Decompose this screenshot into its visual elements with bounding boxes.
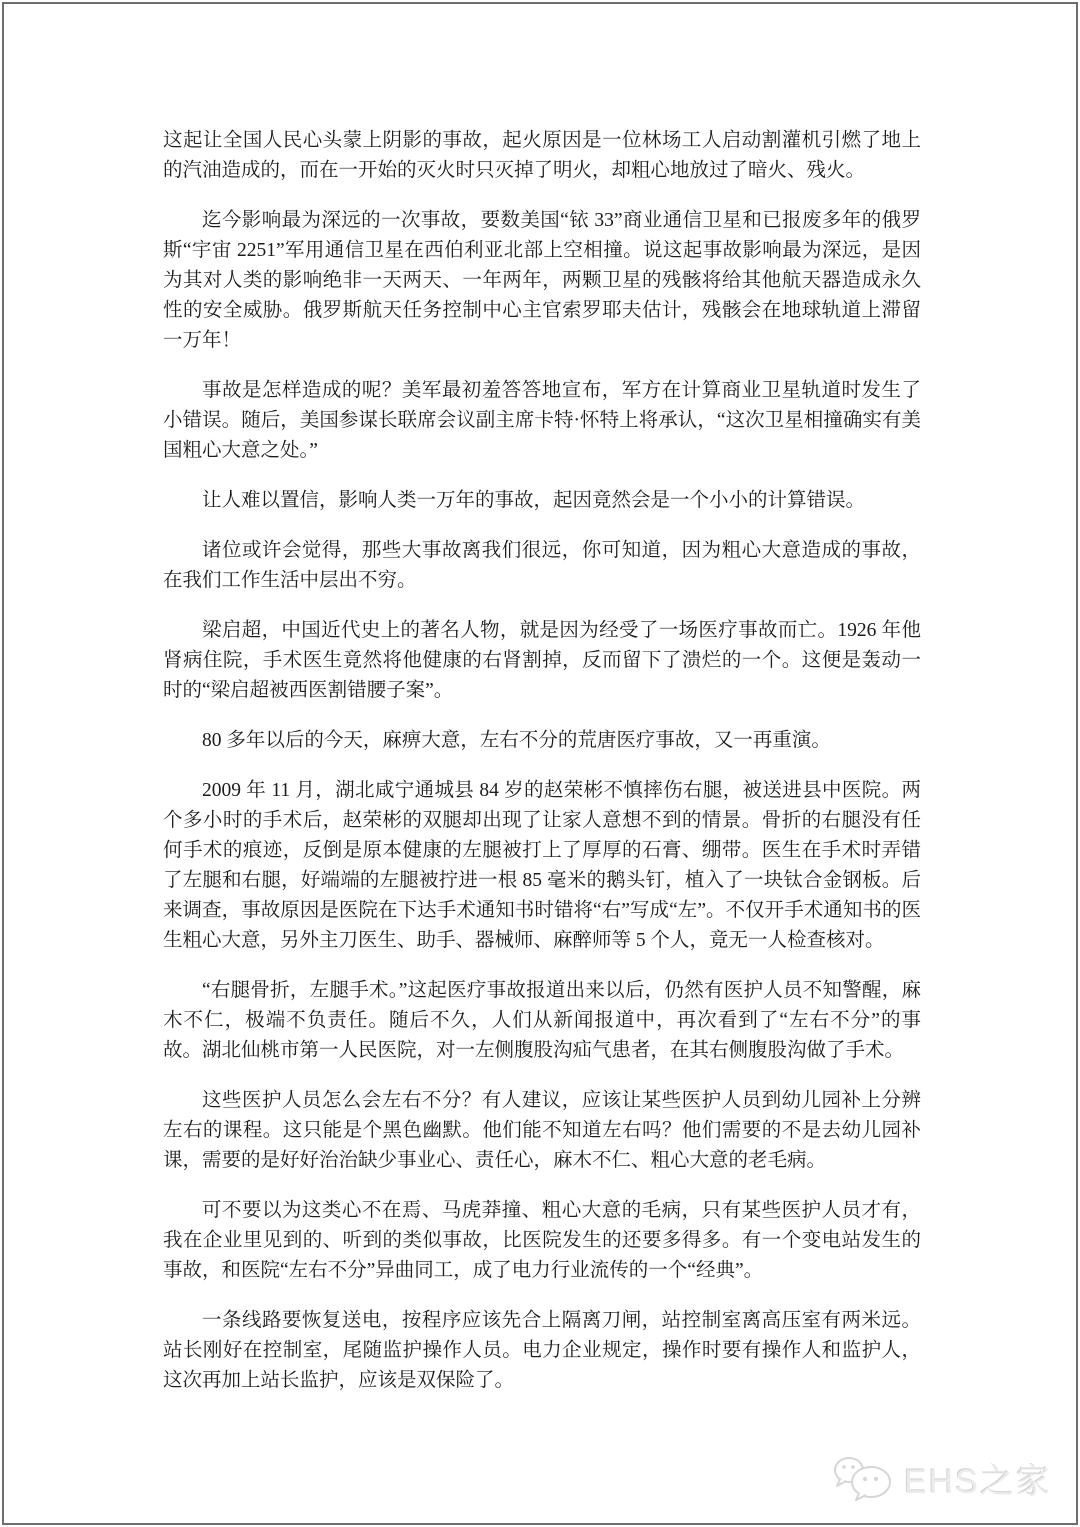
watermark-label: EHS之家 xyxy=(904,1463,1052,1501)
article-body xyxy=(163,126,921,1416)
watermark xyxy=(832,1454,1052,1503)
paragraph: 梁启超，中国近代史上的著名人物，就是因为经受了一场医疗事故而亡。1926 年他肾病住院，手术医生竟然将他健康的右肾割掉，反而留下了溃烂的一个。这便是轰动一时的“梁启超被西医割错腰子案”。 xyxy=(163,620,921,701)
wechat-icon xyxy=(832,1455,896,1503)
paragraph: 这些医护人员怎么会左右不分？有人建议，应该让某些医护人员到幼儿园补上分辨左右的课程。这只能是个黑色幽默。他们能不知道左右吗？他们需要的不是去幼儿园补课，需要的是好好治治缺少事业心、责任心，麻木不仁、粗心大意的老毛病。 xyxy=(163,1090,921,1171)
paragraph: “右腿骨折，左腿手术。”这起医疗事故报道出来以后，仍然有医护人员不知警醒，麻木不仁，极端不负责任。随后不久，人们从新闻报道中，再次看到了“左右不分”的事故。湖北仙桃市第一人民医院，对一左侧腹股沟疝气患者，在其右侧腹股沟做了手术。 xyxy=(163,980,921,1061)
paragraph: 一条线路要恢复送电，按程序应该先合上隔离刀闸，站控制室离高压室有两米远。站长刚好在控制室，尾随监护操作人员。电力企业规定，操作时要有操作人和监护人，这次再加上站长监护，应该是双保险了。 xyxy=(163,1310,921,1391)
paragraph: 2009 年 11 月，湖北咸宁通城县 84 岁的赵荣彬不慎摔伤右腿，被送进县中医院。两个多小时的手术后，赵荣彬的双腿却出现了让家人意想不到的情景。骨折的右腿没有任何手术的痕迹，反倒是原本健康的左腿被打上了厚厚的石膏、绷带。医生在手术时弄错了左腿和右腿，好端端的左腿被拧进一根 85 毫米的鹅头钉，植入了一块钛合金钢板。后来调查，事故原因是医院在下达手术通知书时错将“右”写成“左”。不仅开手术通知书的医生粗心大意，另外主刀医生、助手、器械师、麻醉师等 5 个人，竟无一人检查核对。 xyxy=(163,780,921,951)
paragraph: 80 多年以后的今天，麻痹大意，左右不分的荒唐医疗事故，又一再重演。 xyxy=(202,730,831,751)
paragraph: 迄今影响最为深远的一次事故，要数美国“铱 33”商业通信卫星和已报废多年的俄罗斯“宇宙 2251”军用通信卫星在西伯利亚北部上空相撞。说这起事故影响最为深远，是因为其对人类的影响绝非一天两天、一年两年，两颗卫星的残骸将给其他航天器造成永久性的安全威胁。俄罗斯航天任务控制中心主官索罗耶夫估计，残骸会在地球轨道上滞留一万年！ xyxy=(163,210,921,351)
paragraph: 让人难以置信，影响人类一万年的事故，起因竟然会是一个小小的计算错误。 xyxy=(202,490,866,511)
paragraph: 诸位或许会觉得，那些大事故离我们很远，你可知道，因为粗心大意造成的事故，在我们工作生活中层出不穷。 xyxy=(163,540,921,591)
paragraph: 这起让全国人民心头蒙上阴影的事故，起火原因是一位林场工人启动割灌机引燃了地上的汽油造成的，而在一开始的灭火时只灭掉了明火，却粗心地放过了暗火、残火。 xyxy=(163,130,921,181)
paragraph: 事故是怎样造成的呢？美军最初羞答答地宣布，军方在计算商业卫星轨道时发生了小错误。随后，美国参谋长联席会议副主席卡特·怀特上将承认，“这次卫星相撞确实有美国粗心大意之处。” xyxy=(163,380,921,461)
paragraph: 可不要以为这类心不在焉、马虎莽撞、粗心大意的毛病，只有某些医护人员才有，我在企业里见到的、听到的类似事故，比医院发生的还要多得多。有一个变电站发生的事故，和医院“左右不分”异曲同工，成了电力行业流传的一个“经典”。 xyxy=(163,1200,921,1281)
